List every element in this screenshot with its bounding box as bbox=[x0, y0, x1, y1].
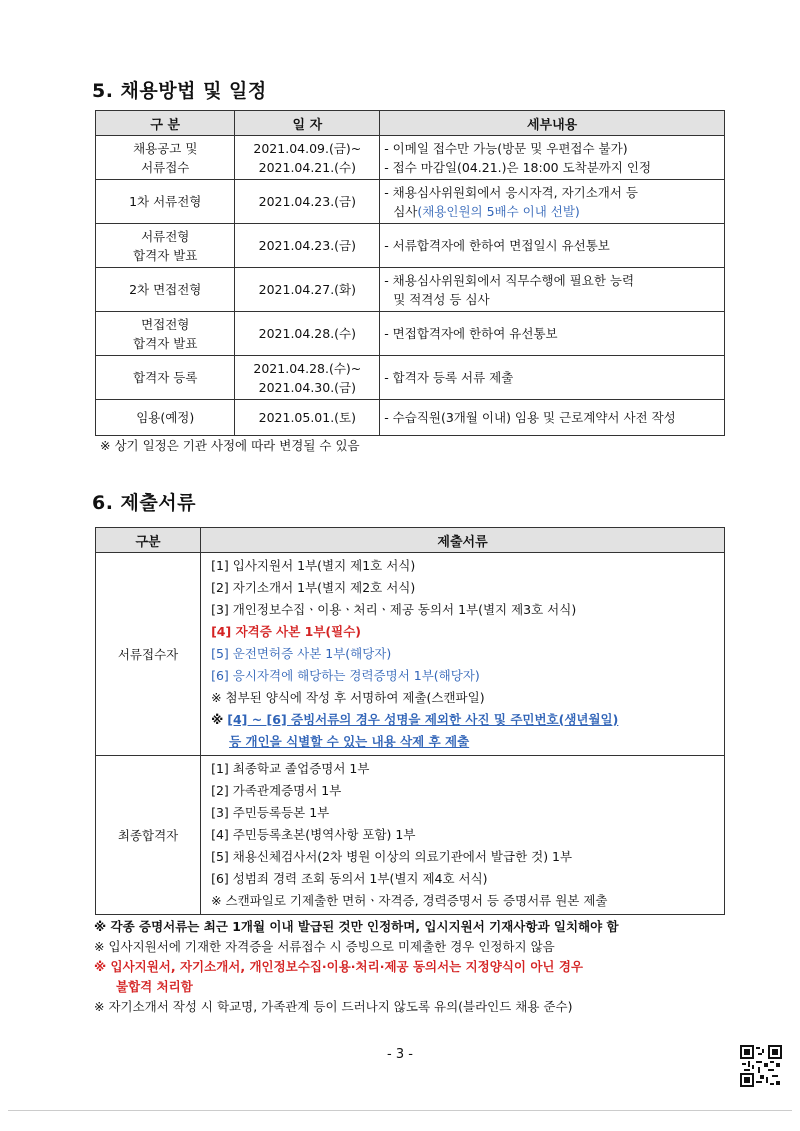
footnote: ※ 각종 증명서류는 최근 1개월 이내 발급된 것만 인정하며, 입시지원서 기재사항과 일치해야 함 bbox=[94, 919, 619, 934]
header-category: 구분 bbox=[96, 528, 201, 553]
row-date: 2021.04.23.(금) bbox=[235, 180, 380, 224]
table-row bbox=[96, 136, 725, 180]
note-mark: ※ bbox=[211, 712, 224, 727]
selection-note: (채용인원의 5배수 이내 선발) bbox=[417, 203, 580, 219]
documents-header-row bbox=[96, 528, 725, 553]
list-item: [4] 주민등록초본(병역사항 포함) 1부 bbox=[211, 827, 416, 842]
list-item: [2] 자기소개서 1부(별지 제2호 서식) bbox=[211, 580, 416, 595]
row-date: 2021.05.01.(토) bbox=[235, 400, 380, 436]
table-row bbox=[96, 268, 725, 312]
list-item: ※ 스캔파일로 기제출한 면허ㆍ자격증, 경력증명서 등 증명서류 원본 제출 bbox=[211, 893, 608, 908]
table-row bbox=[96, 553, 725, 756]
row-date: 2021.04.28.(수) bbox=[235, 312, 380, 356]
list-item: [4] 자격증 사본 1부(필수) bbox=[211, 624, 361, 639]
row-date: 2021.04.28.(수)~ 2021.04.30.(금) bbox=[235, 356, 380, 400]
row-detail: - 합격자 등록 서류 제출 bbox=[380, 356, 725, 400]
header-documents: 제출서류 bbox=[201, 528, 725, 553]
row-detail: - 서류합격자에 한하여 면접일시 유선통보 bbox=[380, 224, 725, 268]
footnotes bbox=[94, 917, 734, 1017]
row-category: 채용공고 및 서류접수 bbox=[96, 136, 235, 180]
header-detail: 세부내용 bbox=[380, 111, 725, 136]
list-item: [6] 성범죄 경력 조회 동의서 1부(별지 제4호 서식) bbox=[211, 871, 488, 886]
final-category: 최종합격자 bbox=[96, 756, 201, 915]
row-detail: - 이메일 접수만 가능(방문 및 우편접수 불가) - 접수 마감일(04.21.)은 18:00 도착분까지 인정 bbox=[380, 136, 725, 180]
row-date: 2021.04.09.(금)~ 2021.04.21.(수) bbox=[235, 136, 380, 180]
privacy-notice-line2: 등 개인을 식별할 수 있는 내용 삭제 후 제출 bbox=[229, 734, 470, 749]
table-row bbox=[96, 180, 725, 224]
row-detail: - 수습직원(3개월 이내) 임용 및 근로계약서 사전 작성 bbox=[380, 400, 725, 436]
table-row bbox=[96, 400, 725, 436]
list-item: [6] 응시자격에 해당하는 경력증명서 1부(해당자) bbox=[211, 668, 480, 683]
schedule-note: ※ 상기 일정은 기관 사정에 따라 변경될 수 있음 bbox=[100, 438, 360, 453]
list-item: [1] 입사지원서 1부(별지 제1호 서식) bbox=[211, 558, 416, 573]
list-item: [3] 주민등록등본 1부 bbox=[211, 805, 330, 820]
qr-code-icon bbox=[740, 1045, 782, 1087]
list-item: [1] 최종학교 졸업증명서 1부 bbox=[211, 761, 370, 776]
schedule-header-row bbox=[96, 111, 725, 136]
page-number: - 3 - bbox=[387, 1047, 413, 1062]
header-category: 구 분 bbox=[96, 111, 235, 136]
list-item: ※ 첨부된 양식에 작성 후 서명하여 제출(스캔파일) bbox=[211, 690, 485, 705]
table-row bbox=[96, 312, 725, 356]
applicant-documents bbox=[201, 553, 725, 756]
footnote: ※ 입사지원서, 자기소개서, 개인정보수집·이용·처리·제공 동의서는 지정양식이 아닌 경우 bbox=[94, 959, 583, 974]
footnote: ※ 자기소개서 작성 시 학교명, 가족관계 등이 드러나지 않도록 유의(블라인드 채용 준수) bbox=[94, 999, 573, 1014]
list-item: [3] 개인정보수집ㆍ이용ㆍ처리ㆍ제공 동의서 1부(별지 제3호 서식) bbox=[211, 602, 577, 617]
table-row bbox=[96, 224, 725, 268]
row-detail: - 면접합격자에 한하여 유선통보 bbox=[380, 312, 725, 356]
applicant-category: 서류접수자 bbox=[96, 553, 201, 756]
section6-title: 6. 제출서류 bbox=[92, 492, 196, 514]
row-detail: - 채용심사위원회에서 응시자격, 자기소개서 등 심사(채용인원의 5배수 이내 선발) bbox=[380, 180, 725, 224]
header-date: 일 자 bbox=[235, 111, 380, 136]
footnote: ※ 입사지원서에 기재한 자격증을 서류접수 시 증빙으로 미제출한 경우 인정하지 않음 bbox=[94, 939, 555, 954]
documents-table bbox=[95, 527, 725, 915]
row-category: 1차 서류전형 bbox=[96, 180, 235, 224]
row-detail: - 채용심사위원회에서 직무수행에 필요한 능력 및 적격성 등 심사 bbox=[380, 268, 725, 312]
final-documents bbox=[201, 756, 725, 915]
row-category: 2차 면접전형 bbox=[96, 268, 235, 312]
privacy-notice-line1: [4] ~ [6] 증빙서류의 경우 성명을 제외한 사진 및 주민번호(생년월일) bbox=[227, 712, 619, 727]
row-category: 합격자 등록 bbox=[96, 356, 235, 400]
privacy-notice-cont bbox=[211, 731, 718, 753]
privacy-notice bbox=[211, 709, 718, 731]
schedule-table bbox=[95, 110, 725, 436]
table-row bbox=[96, 356, 725, 400]
footnote: 불합격 처리함 bbox=[116, 979, 193, 994]
list-item: [2] 가족관계증명서 1부 bbox=[211, 783, 342, 798]
page-border bbox=[8, 1110, 792, 1111]
row-date: 2021.04.27.(화) bbox=[235, 268, 380, 312]
row-category: 면접전형 합격자 발표 bbox=[96, 312, 235, 356]
row-date: 2021.04.23.(금) bbox=[235, 224, 380, 268]
list-item: [5] 채용신체검사서(2차 병원 이상의 의료기관에서 발급한 것) 1부 bbox=[211, 849, 573, 864]
row-category: 임용(예정) bbox=[96, 400, 235, 436]
list-item: [5] 운전면허증 사본 1부(해당자) bbox=[211, 646, 392, 661]
table-row bbox=[96, 756, 725, 915]
section5-title: 5. 채용방법 및 일정 bbox=[92, 80, 267, 102]
row-category: 서류전형 합격자 발표 bbox=[96, 224, 235, 268]
